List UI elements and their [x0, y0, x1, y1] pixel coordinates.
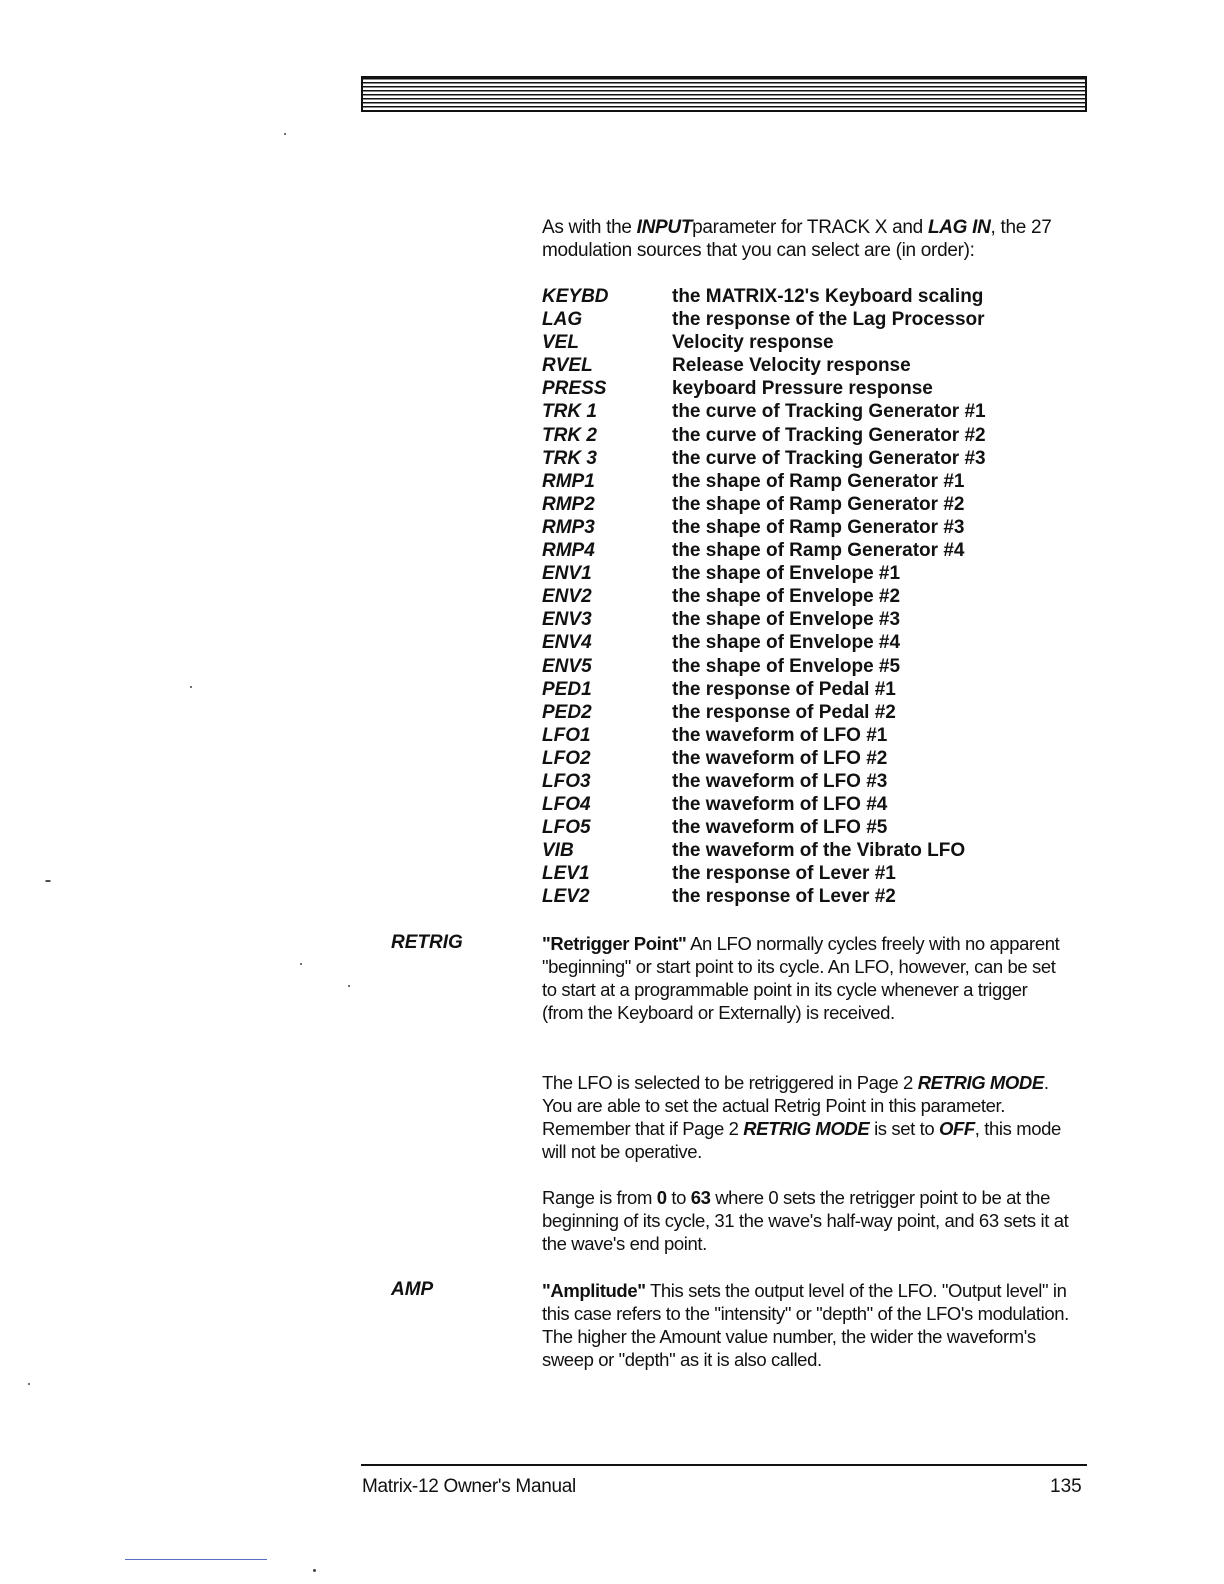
retrig-description: "Retrigger Point" An LFO normally cycles freely with no apparent "beginning" or start point to its cycle. An LFO, however, can be set to start at a programmable point in its cycle whenever a trigger (from the Keyboard or Externally) is received. [542, 933, 1060, 1023]
source-row [542, 839, 1082, 862]
footer-manual-title: Matrix-12 Owner's Manual [362, 1476, 576, 1497]
source-row [542, 562, 1082, 585]
source-code: RMP1 [542, 470, 595, 492]
header-rule-bar [361, 76, 1087, 112]
source-code: ENV3 [542, 609, 592, 631]
source-description: the shape of Ramp Generator #1 [672, 470, 965, 492]
source-row [542, 816, 1082, 839]
source-row [542, 631, 1082, 654]
source-row [542, 862, 1082, 885]
scan-speck [348, 985, 350, 987]
source-row [542, 678, 1082, 701]
scan-speck [313, 1569, 316, 1572]
source-row [542, 331, 1082, 354]
source-row [542, 400, 1082, 423]
source-row [542, 354, 1082, 377]
source-code: LFO1 [542, 724, 591, 746]
scan-speck [28, 1383, 30, 1385]
source-code: RMP3 [542, 516, 595, 538]
source-description: the curve of Tracking Generator #3 [672, 447, 986, 469]
source-description: the waveform of LFO #4 [672, 794, 888, 816]
amp-label: AMP [391, 1279, 434, 1300]
source-description: the waveform of LFO #1 [672, 724, 888, 746]
source-row [542, 447, 1082, 470]
source-description: the response of Lever #1 [672, 863, 896, 885]
source-code: LEV2 [542, 886, 590, 908]
retrig-mode-paragraph: The LFO is selected to be retriggered in Page 2 RETRIG MODE. You are able to set the actual Retrig Point in this parameter. Remember that if Page 2 RETRIG MODE is set to OFF, this mode will not be operative. [542, 1072, 1061, 1162]
amp-description: "Amplitude" This sets the output level of the LFO. "Output level" in this case refers to the "intensity" or "depth" of the LFO's modulation. The higher the Amount value number, the wider the waveform's sweep or "depth" as it is also called. [542, 1280, 1069, 1370]
source-code: RMP4 [542, 540, 595, 562]
source-description: the shape of Ramp Generator #4 [672, 540, 965, 562]
source-row [542, 285, 1082, 308]
scan-speck [45, 880, 51, 882]
source-row [542, 770, 1082, 793]
source-row [542, 516, 1082, 539]
source-row [542, 885, 1082, 908]
source-code: PED2 [542, 701, 592, 723]
source-code: ENV2 [542, 586, 592, 608]
source-description: the waveform of the Vibrato LFO [672, 840, 966, 862]
source-row [542, 470, 1082, 493]
source-row [542, 608, 1082, 631]
source-code: TRK 3 [542, 447, 597, 469]
source-description: the waveform of LFO #3 [672, 770, 888, 792]
source-description: the shape of Ramp Generator #2 [672, 493, 965, 515]
source-code: VIB [542, 840, 574, 862]
source-code: VEL [542, 332, 579, 354]
source-description: the shape of Envelope #5 [672, 655, 901, 677]
source-description: the shape of Envelope #2 [672, 586, 901, 608]
source-row [542, 793, 1082, 816]
retrig-label: RETRIG [391, 932, 463, 953]
scan-blue-line [125, 1559, 267, 1560]
scan-speck [284, 133, 286, 135]
source-row [542, 539, 1082, 562]
footer-rule [361, 1464, 1087, 1466]
source-row [542, 724, 1082, 747]
source-code: TRK 1 [542, 401, 597, 423]
source-description: the curve of Tracking Generator #2 [672, 424, 986, 446]
source-row [542, 701, 1082, 724]
source-code: ENV1 [542, 563, 592, 585]
source-description: the waveform of LFO #2 [672, 747, 888, 769]
source-code: ENV5 [542, 655, 592, 677]
intro-paragraph: As with the INPUTparameter for TRACK X and LAG IN, the 27 modulation sources that you can select are (in order): [542, 217, 1052, 261]
source-description: the curve of Tracking Generator #1 [672, 401, 986, 423]
source-code: LFO4 [542, 794, 591, 816]
lag-in-param: LAG IN [927, 217, 991, 238]
source-code: LFO5 [542, 817, 591, 839]
source-code: RMP2 [542, 493, 595, 515]
source-row [542, 377, 1082, 400]
source-row [542, 747, 1082, 770]
source-code: PED1 [542, 678, 592, 700]
input-param: INPUT [636, 217, 693, 238]
source-description: the waveform of LFO #5 [672, 817, 888, 839]
source-code: TRK 2 [542, 424, 597, 446]
scan-speck [190, 686, 192, 688]
source-code: ENV4 [542, 632, 592, 654]
source-row [542, 585, 1082, 608]
source-code: PRESS [542, 378, 607, 400]
source-description: the shape of Envelope #1 [672, 563, 901, 585]
source-row [542, 493, 1082, 516]
source-code: LFO3 [542, 770, 591, 792]
source-code: KEYBD [542, 286, 609, 307]
source-description: Velocity response [672, 332, 834, 354]
source-description: the shape of Envelope #3 [672, 609, 901, 631]
retrig-range-paragraph: Range is from 0 to 63 where 0 sets the retrigger point to be at the beginning of its cycle, 31 the wave's half-way point, and 63 sets it at the wave's end point. [542, 1187, 1069, 1254]
source-code: LEV1 [542, 863, 590, 885]
source-description: Release Velocity response [672, 355, 911, 377]
source-code: LAG [542, 309, 583, 331]
source-description: keyboard Pressure response [672, 378, 933, 400]
source-row [542, 655, 1082, 678]
page-number: 135 [1050, 1476, 1082, 1497]
modulation-source-list [542, 285, 1082, 909]
source-row [542, 424, 1082, 447]
source-description: the response of the Lag Processor [672, 309, 985, 331]
source-description: the response of Lever #2 [672, 886, 896, 908]
source-description: the response of Pedal #1 [672, 678, 896, 700]
source-description: the response of Pedal #2 [672, 701, 896, 723]
source-description: the shape of Ramp Generator #3 [672, 516, 965, 538]
source-row [542, 308, 1082, 331]
source-description: the MATRIX-12's Keyboard scaling [672, 286, 984, 307]
source-code: RVEL [542, 355, 593, 377]
source-description: the shape of Envelope #4 [672, 632, 901, 654]
scan-speck [300, 963, 302, 965]
source-code: LFO2 [542, 747, 591, 769]
